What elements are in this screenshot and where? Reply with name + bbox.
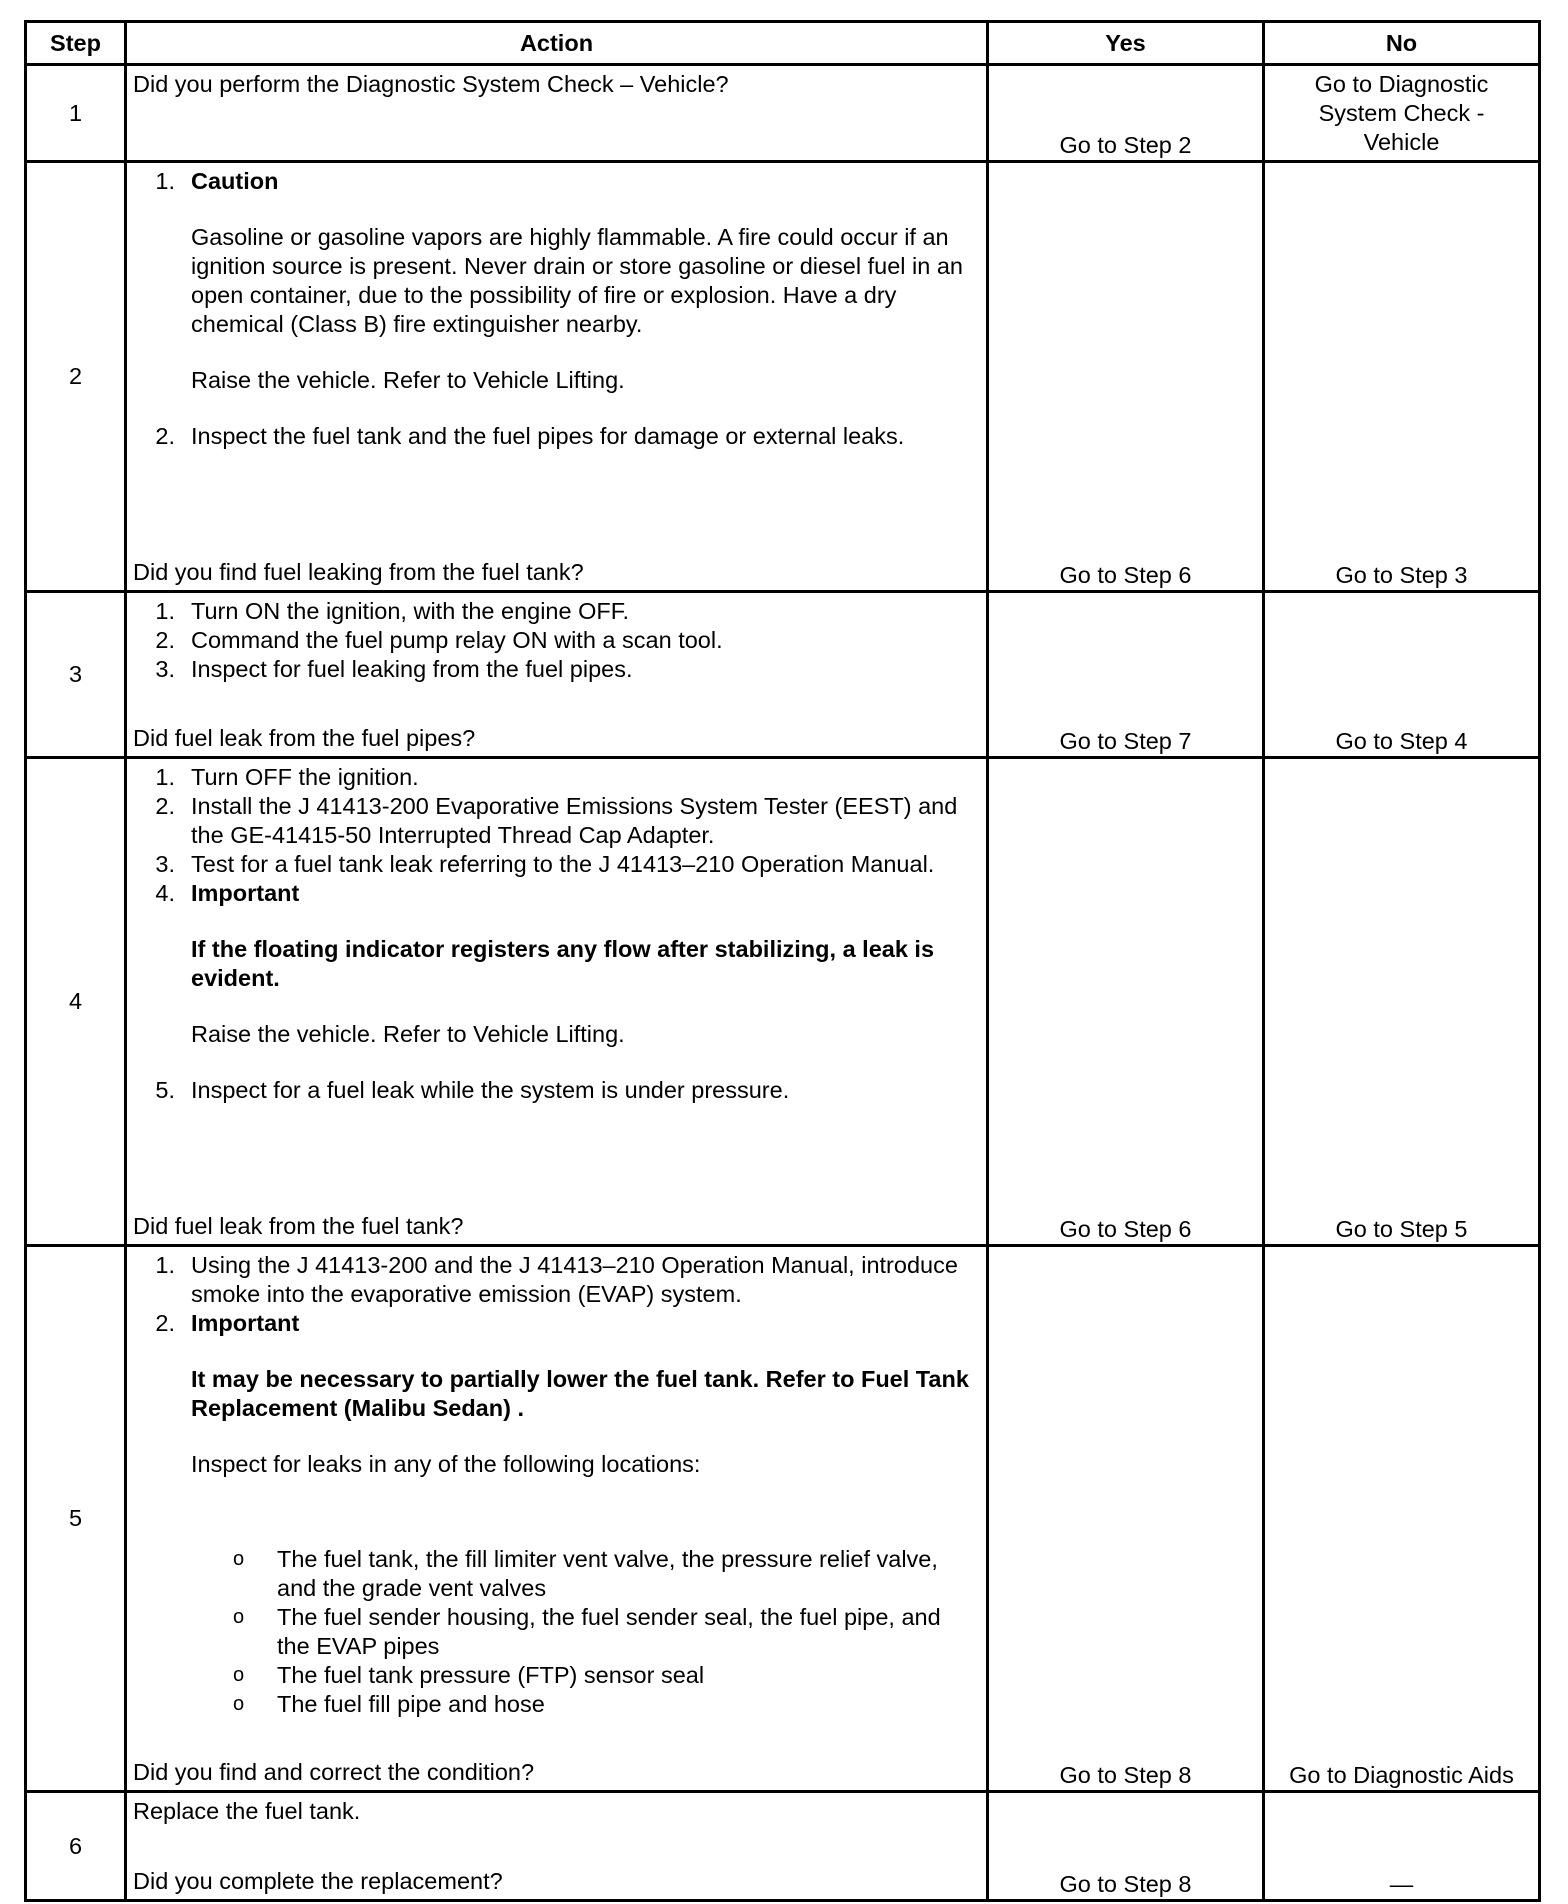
list-item	[133, 763, 974, 792]
list-item	[133, 1309, 974, 1506]
instruction-text: Replace the fuel tank.	[133, 1798, 361, 1824]
list-item	[133, 850, 974, 879]
important-title: Important	[191, 1310, 300, 1336]
item-number: 1.	[155, 1252, 175, 1278]
item-number: 5.	[155, 1077, 175, 1103]
instruction-text: Raise the vehicle. Refer to Vehicle Lifting.	[191, 1021, 625, 1047]
bullet-text: The fuel fill pipe and hose	[277, 1691, 545, 1717]
header-yes: Yes	[988, 22, 1264, 65]
list-item	[233, 1603, 974, 1661]
instruction-text: Using the J 41413-200 and the J 41413–210 Operation Manual, introduce smoke into the evaporative emission (EVAP) system.	[191, 1252, 958, 1307]
instruction-text: Inspect for leaks in any of the following locations:	[191, 1451, 701, 1477]
item-number: 1.	[155, 598, 175, 624]
no-cell: Go to Step 4	[1264, 592, 1540, 758]
instruction-text: Inspect the fuel tank and the fuel pipes for damage or external leaks.	[191, 423, 905, 449]
no-line: System Check -	[1318, 100, 1485, 126]
question-text: Did you find and correct the condition?	[133, 1759, 535, 1785]
bullet-icon: o	[233, 1693, 245, 1715]
item-number: 1.	[155, 764, 175, 790]
procedure-list	[133, 1251, 974, 1506]
item-number: 2.	[155, 627, 175, 653]
no-line: Go to Diagnostic	[1314, 71, 1489, 97]
no-cell: Go to Step 5	[1264, 758, 1540, 1246]
action-cell	[126, 592, 988, 758]
instruction-text: Inspect for a fuel leak while the system is under pressure.	[191, 1077, 790, 1103]
item-number: 1.	[155, 168, 175, 194]
no-cell: —	[1264, 1792, 1540, 1901]
instruction-text: Test for a fuel tank leak referring to the J 41413–210 Operation Manual.	[191, 851, 935, 877]
no-line: Vehicle	[1363, 129, 1440, 155]
header-row	[26, 22, 1540, 65]
table-row	[26, 592, 1540, 758]
yes-cell: Go to Step 8	[988, 1246, 1264, 1792]
bullet-icon: o	[233, 1606, 245, 1628]
bullet-text: The fuel sender housing, the fuel sender seal, the fuel pipe, and the EVAP pipes	[277, 1604, 941, 1659]
list-item	[133, 792, 974, 850]
step-number: 6	[26, 1792, 126, 1901]
important-note: If the floating indicator registers any flow after stabilizing, a leak is evident.	[191, 936, 935, 991]
step-number: 3	[26, 592, 126, 758]
procedure-list	[133, 597, 974, 684]
item-number: 2.	[155, 1310, 175, 1336]
no-cell	[1264, 65, 1540, 162]
instruction-text: Raise the vehicle. Refer to Vehicle Lifting.	[191, 367, 625, 393]
yes-cell: Go to Step 2	[988, 65, 1264, 162]
header-no: No	[1264, 22, 1540, 65]
action-cell	[126, 1792, 988, 1901]
diagnostic-table	[24, 20, 1541, 1902]
step-number: 4	[26, 758, 126, 1246]
important-note: It may be necessary to partially lower the fuel tank. Refer to Fuel Tank Replacement (Malibu Sedan) .	[191, 1366, 969, 1421]
caution-title: Caution	[191, 168, 279, 194]
item-number: 3.	[155, 656, 175, 682]
step-number: 1	[26, 65, 126, 162]
yes-cell: Go to Step 6	[988, 758, 1264, 1246]
action-cell	[126, 65, 988, 162]
question-text: Did fuel leak from the fuel tank?	[133, 1213, 464, 1239]
item-number: 4.	[155, 880, 175, 906]
list-item	[233, 1661, 974, 1690]
table-row	[26, 1246, 1540, 1792]
header-step: Step	[26, 22, 126, 65]
list-item	[133, 655, 974, 684]
no-cell: Go to Diagnostic Aids	[1264, 1246, 1540, 1792]
list-item	[133, 1076, 974, 1105]
bullet-icon: o	[233, 1548, 245, 1570]
table-row	[26, 1792, 1540, 1901]
list-item	[233, 1690, 974, 1719]
list-item	[233, 1545, 974, 1603]
action-cell	[126, 758, 988, 1246]
question-text: Did you perform the Diagnostic System Check – Vehicle?	[133, 71, 729, 97]
list-item	[133, 597, 974, 626]
yes-cell: Go to Step 6	[988, 162, 1264, 592]
step-number: 5	[26, 1246, 126, 1792]
question-text: Did you find fuel leaking from the fuel tank?	[133, 559, 584, 585]
table-row	[26, 65, 1540, 162]
procedure-list	[133, 763, 974, 1105]
list-item	[133, 879, 974, 1076]
no-cell: Go to Step 3	[1264, 162, 1540, 592]
step-number: 2	[26, 162, 126, 592]
procedure-list	[133, 167, 974, 451]
bullet-text: The fuel tank pressure (FTP) sensor seal	[277, 1662, 705, 1688]
caution-text: Gasoline or gasoline vapors are highly flammable. A fire could occur if an ignition source is present. Never drain or store gasoline or diesel fuel in an open container, due to the possibility of fire or explosion. Have a dry chemical (Class B) fire extinguisher nearby.	[191, 224, 964, 337]
yes-cell: Go to Step 8	[988, 1792, 1264, 1901]
bullet-text: The fuel tank, the fill limiter vent valve, the pressure relief valve, and the grade vent valves	[277, 1546, 938, 1601]
action-cell	[126, 1246, 988, 1792]
header-action: Action	[126, 22, 988, 65]
yes-cell: Go to Step 7	[988, 592, 1264, 758]
important-title: Important	[191, 880, 300, 906]
instruction-text: Command the fuel pump relay ON with a scan tool.	[191, 627, 723, 653]
location-list	[133, 1545, 974, 1719]
bullet-icon: o	[233, 1664, 245, 1686]
question-text: Did fuel leak from the fuel pipes?	[133, 725, 476, 751]
list-item	[133, 626, 974, 655]
instruction-text: Turn OFF the ignition.	[191, 764, 419, 790]
instruction-text: Turn ON the ignition, with the engine OFF.	[191, 598, 630, 624]
instruction-text: Inspect for fuel leaking from the fuel pipes.	[191, 656, 633, 682]
item-number: 2.	[155, 423, 175, 449]
list-item	[133, 1251, 974, 1309]
table-row	[26, 758, 1540, 1246]
list-item	[133, 167, 974, 422]
instruction-text: Install the J 41413-200 Evaporative Emissions System Tester (EEST) and the GE-41415-50 Interrupted Thread Cap Adapter.	[191, 793, 958, 848]
item-number: 2.	[155, 793, 175, 819]
list-item	[133, 422, 974, 451]
table-row	[26, 162, 1540, 592]
item-number: 3.	[155, 851, 175, 877]
question-text: Did you complete the replacement?	[133, 1868, 503, 1894]
action-cell	[126, 162, 988, 592]
